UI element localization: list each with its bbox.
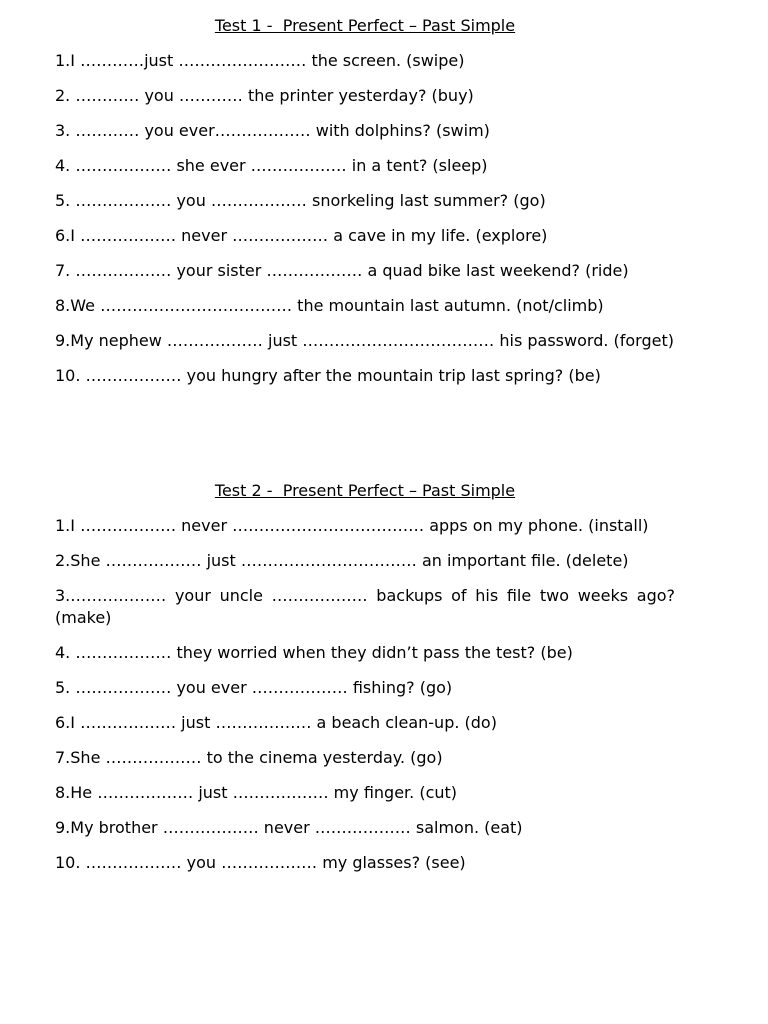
test-1-item-2: 2. ………… you ………… the printer yesterday? (buy) <box>55 86 474 105</box>
test-1-item-1: 1.I …………just …………………… the screen. (swipe) <box>55 51 465 70</box>
test-1-item-7: 7. ……………… your sister ……………… a quad bike last weekend? (ride) <box>55 261 629 280</box>
test-1-item-6: 6.I ……………… never ……………… a cave in my life. (explore) <box>55 226 548 245</box>
test-2-section <box>55 480 675 887</box>
test-2-item-5: 5. ……………… you ever ……………… fishing? (go) <box>55 678 453 697</box>
test-2-item-1: 1.I ……………… never ……………………………… apps on my phone. (install) <box>55 516 649 535</box>
test-2-item-7: 7.She ……………… to the cinema yesterday. (go) <box>55 748 443 767</box>
test-1-section <box>55 15 675 400</box>
test-1-item-5: 5. ……………… you ……………… snorkeling last summer? (go) <box>55 191 546 210</box>
test-2-item-10: 10. ……………… you ……………… my glasses? (see) <box>55 853 466 872</box>
test-2-title: Test 2 - Present Perfect – Past Simple <box>214 481 516 500</box>
test-2-item-6: 6.I ……………… just ……………… a beach clean-up. (do) <box>55 713 497 732</box>
test-2-item-9: 9.My brother ……………… never ……………… salmon. (eat) <box>55 818 523 837</box>
test-1-item-9: 9.My nephew ……………… just ……………………………… his password. (forget) <box>55 331 674 350</box>
test-2-item-8: 8.He ……………… just ……………… my finger. (cut) <box>55 783 458 802</box>
test-1-title: Test 1 - Present Perfect – Past Simple <box>214 16 516 35</box>
test-2-item-3: 3.……………… your uncle ……………… backups of his file two weeks ago? (make) <box>55 586 675 627</box>
test-1-item-8: 8.We ……………………………… the mountain last autumn. (not/climb) <box>55 296 604 315</box>
test-1-item-10: 10. ……………… you hungry after the mountain trip last spring? (be) <box>55 366 601 385</box>
test-2-item-4: 4. ……………… they worried when they didn’t pass the test? (be) <box>55 643 573 662</box>
test-1-item-4: 4. ……………… she ever ……………… in a tent? (sleep) <box>55 156 488 175</box>
test-1-item-3: 3. ………… you ever……………… with dolphins? (swim) <box>55 121 490 140</box>
test-2-item-2: 2.She ……………… just …………………………… an important file. (delete) <box>55 551 629 570</box>
